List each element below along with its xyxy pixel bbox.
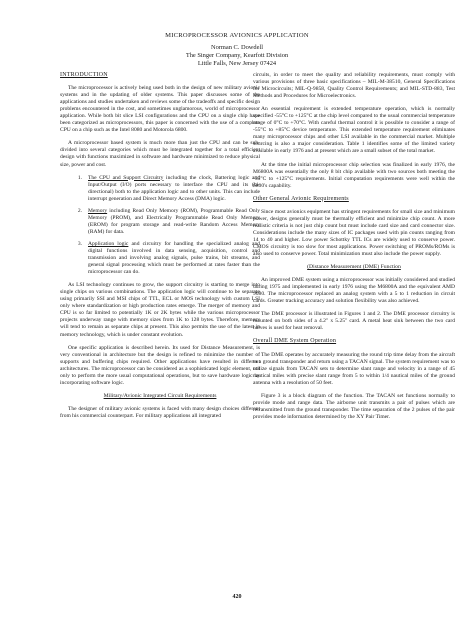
list-item <box>60 208 260 236</box>
paragraph: An essential requirement is extended temperature operation, which is normally specified -55°C to +125°C at the chip level compared to the usual commercial temperature range of 0°C to +70°C. With careful thermal control it is possible to consider a range of -55°C to +85°C device temperature. This extended temperature requirement eliminates many microprocessor chips and other LSI available in the commercial market. Multiple sourcing is also a major consideration. Table 1 identifies some of the limited variety available in early 1976 and at present which are a small subset of the total market. <box>253 106 455 155</box>
list-item-lead: The CPU and Support Circuitry <box>88 174 164 181</box>
dme-function-heading: (Distance Measurement (DME) Function <box>307 264 401 271</box>
paragraph: The DME operates by accurately measuring the round trip time delay from the aircraft to a ground transponder and return using a TACAN signal. The system requirement was to utilize signals from TACAN sets to determine slant range and velocity in a range of 45 nautical miles with precise slant range from 5 to within 1/4 nautical miles of the ground antenna with a resolution of 50 feet. <box>253 351 455 386</box>
list-item-lead: Memory <box>88 207 108 214</box>
paragraph: Figure 3 is a block diagram of the function. The TACAN set functions normally to provide mode and range data. The airborne unit transmits a pair of pulses which are retransmitted from the ground transponder. The time separation of the 2 pulses of the pair provides mode information determined by the XY Pair Timer. <box>253 392 455 420</box>
list-number: 1. <box>77 174 82 181</box>
list-item-text: including Read Only Memory (ROM), Programmable Read Only Memory (PROM), and Electrically Programmable Read Only Memory (EROM) for program storage and read-write Random Access Memory (RAM) for data. <box>88 207 260 235</box>
left-column <box>60 72 260 426</box>
right-column <box>253 72 455 427</box>
paragraph: Since most avionics equipment has stringent requirements for small size and minimum power, designs generally must be thermally efficient and minimize chip count. A more realistic criteria is not just chip count but must include card size and card connector size. Considerations include the many sizes of IC packages used with pin counts ranging from 14 to 40 and higher. Low power Schottky TTL ICs are widely used to conserve power. CMOS circuitry is too slow for most applications. Power switching of PROMs/ROMs is also used to conserve power. Total minimization must also include the power supply. <box>253 208 455 258</box>
author-organization: The Singer Company, Kearfott Division <box>185 51 289 59</box>
author-block <box>0 44 474 67</box>
list-number: 3. <box>77 240 82 247</box>
author-location: Little Falls, New Jersey 07424 <box>197 59 277 67</box>
paper-title: MICROPROCESSOR AVIONICS APPLICATION <box>165 32 309 39</box>
paragraph: A microprocessor based system is much more than just the CPU and can be sub-divided into several categories which must be integrated together for a total efficient design with functions maximized in software and hardware minimized to reduce physical size, power and cost. <box>60 140 260 168</box>
list-item-text: including the clock, Battering logic and Input/Output (I/O) ports necessary to interface the CPU and its (bi-directional) both to the application logic and to other units. This can include interrupt generation and Direct Memory Access (DMA) logic. <box>88 174 260 202</box>
paragraph: An improved DME system using a microprocessor was initially considered and studied during 1975 and implemented in early 1976 using the M6800A and the equivalent AMD 9080. The microprocessor replaced an analog system with a 5 to 1 reduction in circuit cards. Greater tracking accuracy and solution flexibility was also achieved. <box>253 277 455 305</box>
page-number: 420 <box>232 594 242 600</box>
paragraph: At the time the initial microprocessor chip selection was finalized in early 1976, the M6800A was essentially the only 8 bit chip available with two sources both meeting the -55°C to +125°C requirements. Initial computation requirements were well within the 6800's capability. <box>253 161 455 189</box>
paragraph: The microprocessor is actively being used both in the design of new military avionic systems and in the updating of older systems. This paper discusses some of the applications and studies undertaken and reviews some of the tradeoffs and specific design problems encountered in the cost, and sometimes unglamorous, world of microprocessor application. While both bit slice LSI configurations and the CPU on a single chip have been categorized as microprocessors, this paper is concerned with the use of a complete CPU on a chip such as the Intel 8080 and Motorola 6800. <box>60 85 260 134</box>
list-item <box>60 175 260 203</box>
other-requirements-heading: Other General Avionic Requirements <box>253 195 349 202</box>
military-requirements-heading: Military/Avionic Integrated Circuit Requirements <box>103 392 217 399</box>
list-item-lead: Application logic <box>88 240 129 247</box>
list-item <box>60 241 260 276</box>
author-name: Norman C. Dowdell <box>210 44 263 51</box>
list-item-text: and circuitry for handling the specialized analog and digital functions involved in data sensing, acquisition, control and transmission and involving analog signals, pulse trains, bit streams, and general signal processing which must be performed at rates faster than the microprocessor can do. <box>88 240 260 276</box>
overall-operation-heading: Overall DME System Operation <box>253 338 337 345</box>
paragraph: One specific application is described herein. Its used for Distance Measurement, is very conventional in architecture but the design is refined to minimize the number of supports and buffering chips required. Other applications have resulted in different architectures. The microprocessor can be considered as a sophisticated logic element, not only to perform the more usual computational operations, but to save hardware logic by incorporating software logic. <box>60 344 260 386</box>
category-list <box>60 175 260 277</box>
list-number: 2. <box>77 207 82 214</box>
paragraph: As LSI technology continues to grow, the support circuitry is starting to merge into single chips on various combinations. The application logic will continue to be separate using primarily SSI and MSI chips of TTL, ECL or MOS technology with custom LSI only where standardization or high production rates emerge. The merger of memory and CPU is so far limited to potentially 1K or 2K bytes while the various microprocessor projects underway range with memory sizes from 1K to 128 bytes. Therefore, memory will tend to remain as separate chips at present. This also permits the use of the latest in memory technology, which is under constant evolution. <box>60 282 260 338</box>
paragraph: The designer of military avionic systems is faced with many design choices different from his commercial counterpart. For military applications all integrated <box>60 405 260 419</box>
paragraph: circuits, in order to meet the quality and reliability requirements, must comply with various provisions of three basic specifications – MIL-M-38510, General Specifications for Microcircuits; MIL-Q-9858, Quality Control Requirements; and MIL-STD-883, Test Methods and Procedures for Microelectronics. <box>253 72 455 100</box>
introduction-heading: INTRODUCTION <box>60 72 108 78</box>
paragraph: The DME processor is illustrated in Figures 1 and 2. The DME processor circuitry is mounted on both sides of a 4.2" x 5.25" card. A metal heat sink between the two card halves is used for heat removal. <box>253 311 455 332</box>
